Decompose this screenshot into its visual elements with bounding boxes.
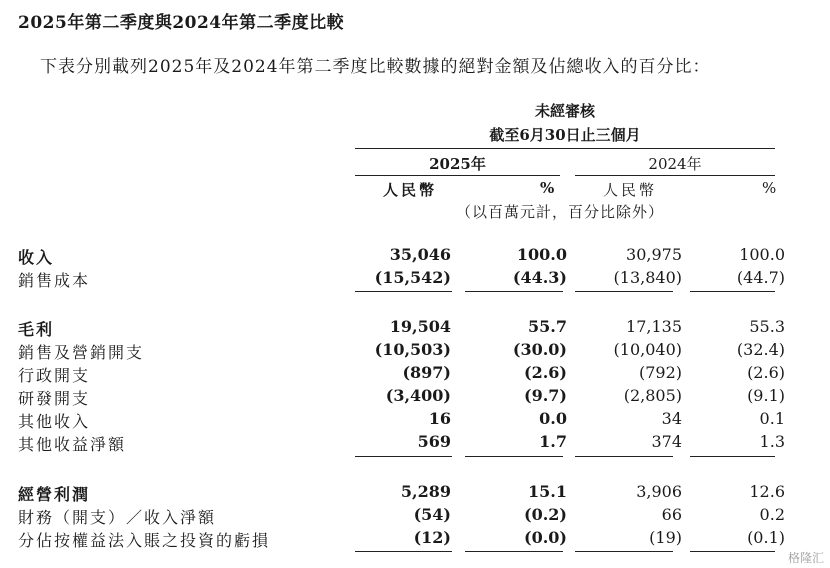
table-row (0, 386, 830, 408)
value-2024: 34 (661, 409, 682, 428)
percent-2024-header: % (762, 179, 777, 197)
row-label: 財務（開支）／收入淨額 (18, 508, 217, 527)
percent-2024: 100.0 (739, 245, 785, 264)
value-2025: 19,504 (389, 317, 451, 336)
row-label: 毛利 (18, 320, 55, 339)
table-row (0, 409, 830, 431)
row-label: 銷售成本 (18, 271, 91, 290)
value-2025: (10,503) (374, 340, 451, 359)
year-2024-header: 2024年 (648, 155, 702, 173)
subtotal-rule (465, 456, 563, 457)
year-2025-header: 2025年 (429, 155, 486, 173)
subtotal-rule (355, 551, 452, 552)
percent-2024: (32.4) (736, 340, 785, 359)
value-2025: (3,400) (385, 386, 451, 405)
subtotal-rule (355, 291, 452, 292)
audit-header: 未經審核 (534, 102, 595, 120)
percent-2024: (9.1) (747, 386, 785, 405)
period-underline (355, 148, 775, 149)
value-2024: 17,135 (626, 317, 682, 336)
table-row (0, 317, 830, 339)
percent-2025: 15.1 (528, 482, 567, 501)
value-2025: 5,289 (400, 482, 451, 501)
period-header: 截至6月30日止三個月 (489, 126, 641, 144)
value-2025: (15,542) (374, 268, 451, 287)
year-2025-underline (355, 175, 560, 176)
percent-2025: (9.7) (524, 386, 567, 405)
subtotal-rule (465, 551, 563, 552)
table-row (0, 505, 830, 527)
percent-2024: 12.6 (749, 482, 785, 501)
value-2025: 35,046 (389, 245, 451, 264)
value-2024: 66 (661, 505, 682, 524)
row-label: 其他收入 (18, 412, 91, 431)
row-label: 其他收益淨額 (18, 435, 127, 454)
row-label: 研發開支 (18, 389, 91, 408)
watermark-logo: 格隆汇 (787, 551, 824, 565)
intro-text: 下表分別載列2025年及2024年第二季度比較數據的絕對金額及佔總收入的百分比： (40, 57, 711, 77)
row-label: 經營利潤 (18, 485, 91, 504)
table-row (0, 245, 830, 267)
value-2024: (10,040) (613, 340, 682, 359)
page-title: 2025年第二季度與2024年第二季度比較 (18, 13, 345, 33)
subtotal-rule (465, 291, 563, 292)
row-label: 分佔按權益法入賬之投資的虧損 (18, 531, 271, 550)
value-2025: (54) (413, 505, 451, 524)
percent-2025: (0.0) (524, 528, 567, 547)
currency-2024-header: 人民幣 (603, 181, 658, 199)
subtotal-rule (690, 456, 775, 457)
table-row (0, 528, 830, 550)
table-row (0, 340, 830, 362)
value-2024: 374 (651, 432, 682, 451)
table-row (0, 268, 830, 290)
subtotal-rule (575, 456, 673, 457)
table-row (0, 482, 830, 504)
percent-2025: (44.3) (512, 268, 567, 287)
percent-2024: 1.3 (759, 432, 785, 451)
currency-2025-header: 人民幣 (383, 181, 438, 199)
table-row (0, 363, 830, 385)
value-2024: (19) (649, 528, 682, 547)
percent-2024: 0.2 (759, 505, 785, 524)
value-2025: 16 (428, 409, 451, 428)
row-label: 收入 (18, 248, 55, 267)
subtotal-rule (690, 551, 775, 552)
year-2024-underline (575, 175, 775, 176)
unit-note: （以百萬元計，百分比除外） (455, 203, 664, 221)
percent-2025: 0.0 (539, 409, 567, 428)
percent-2024: 0.1 (759, 409, 785, 428)
percent-2024: (0.1) (747, 528, 785, 547)
percent-2025: (2.6) (524, 363, 567, 382)
subtotal-rule (690, 291, 775, 292)
value-2025: 569 (417, 432, 451, 451)
value-2024: 30,975 (626, 245, 682, 264)
value-2025: (12) (413, 528, 451, 547)
percent-2025: (30.0) (512, 340, 567, 359)
value-2024: (13,840) (613, 268, 682, 287)
percent-2025: 100.0 (516, 245, 567, 264)
percent-2025: 1.7 (539, 432, 567, 451)
row-label: 銷售及營銷開支 (18, 343, 145, 362)
subtotal-rule (575, 551, 673, 552)
percent-2025: (0.2) (524, 505, 567, 524)
percent-2025: 55.7 (528, 317, 567, 336)
percent-2025-header: % (540, 179, 555, 197)
percent-2024: (44.7) (736, 268, 785, 287)
row-label: 行政開支 (18, 366, 91, 385)
subtotal-rule (355, 456, 452, 457)
percent-2024: 55.3 (749, 317, 785, 336)
value-2025: (897) (402, 363, 451, 382)
percent-2024: (2.6) (747, 363, 785, 382)
value-2024: (792) (638, 363, 682, 382)
subtotal-rule (575, 291, 673, 292)
value-2024: (2,805) (623, 386, 682, 405)
value-2024: 3,906 (636, 482, 682, 501)
table-row (0, 432, 830, 454)
